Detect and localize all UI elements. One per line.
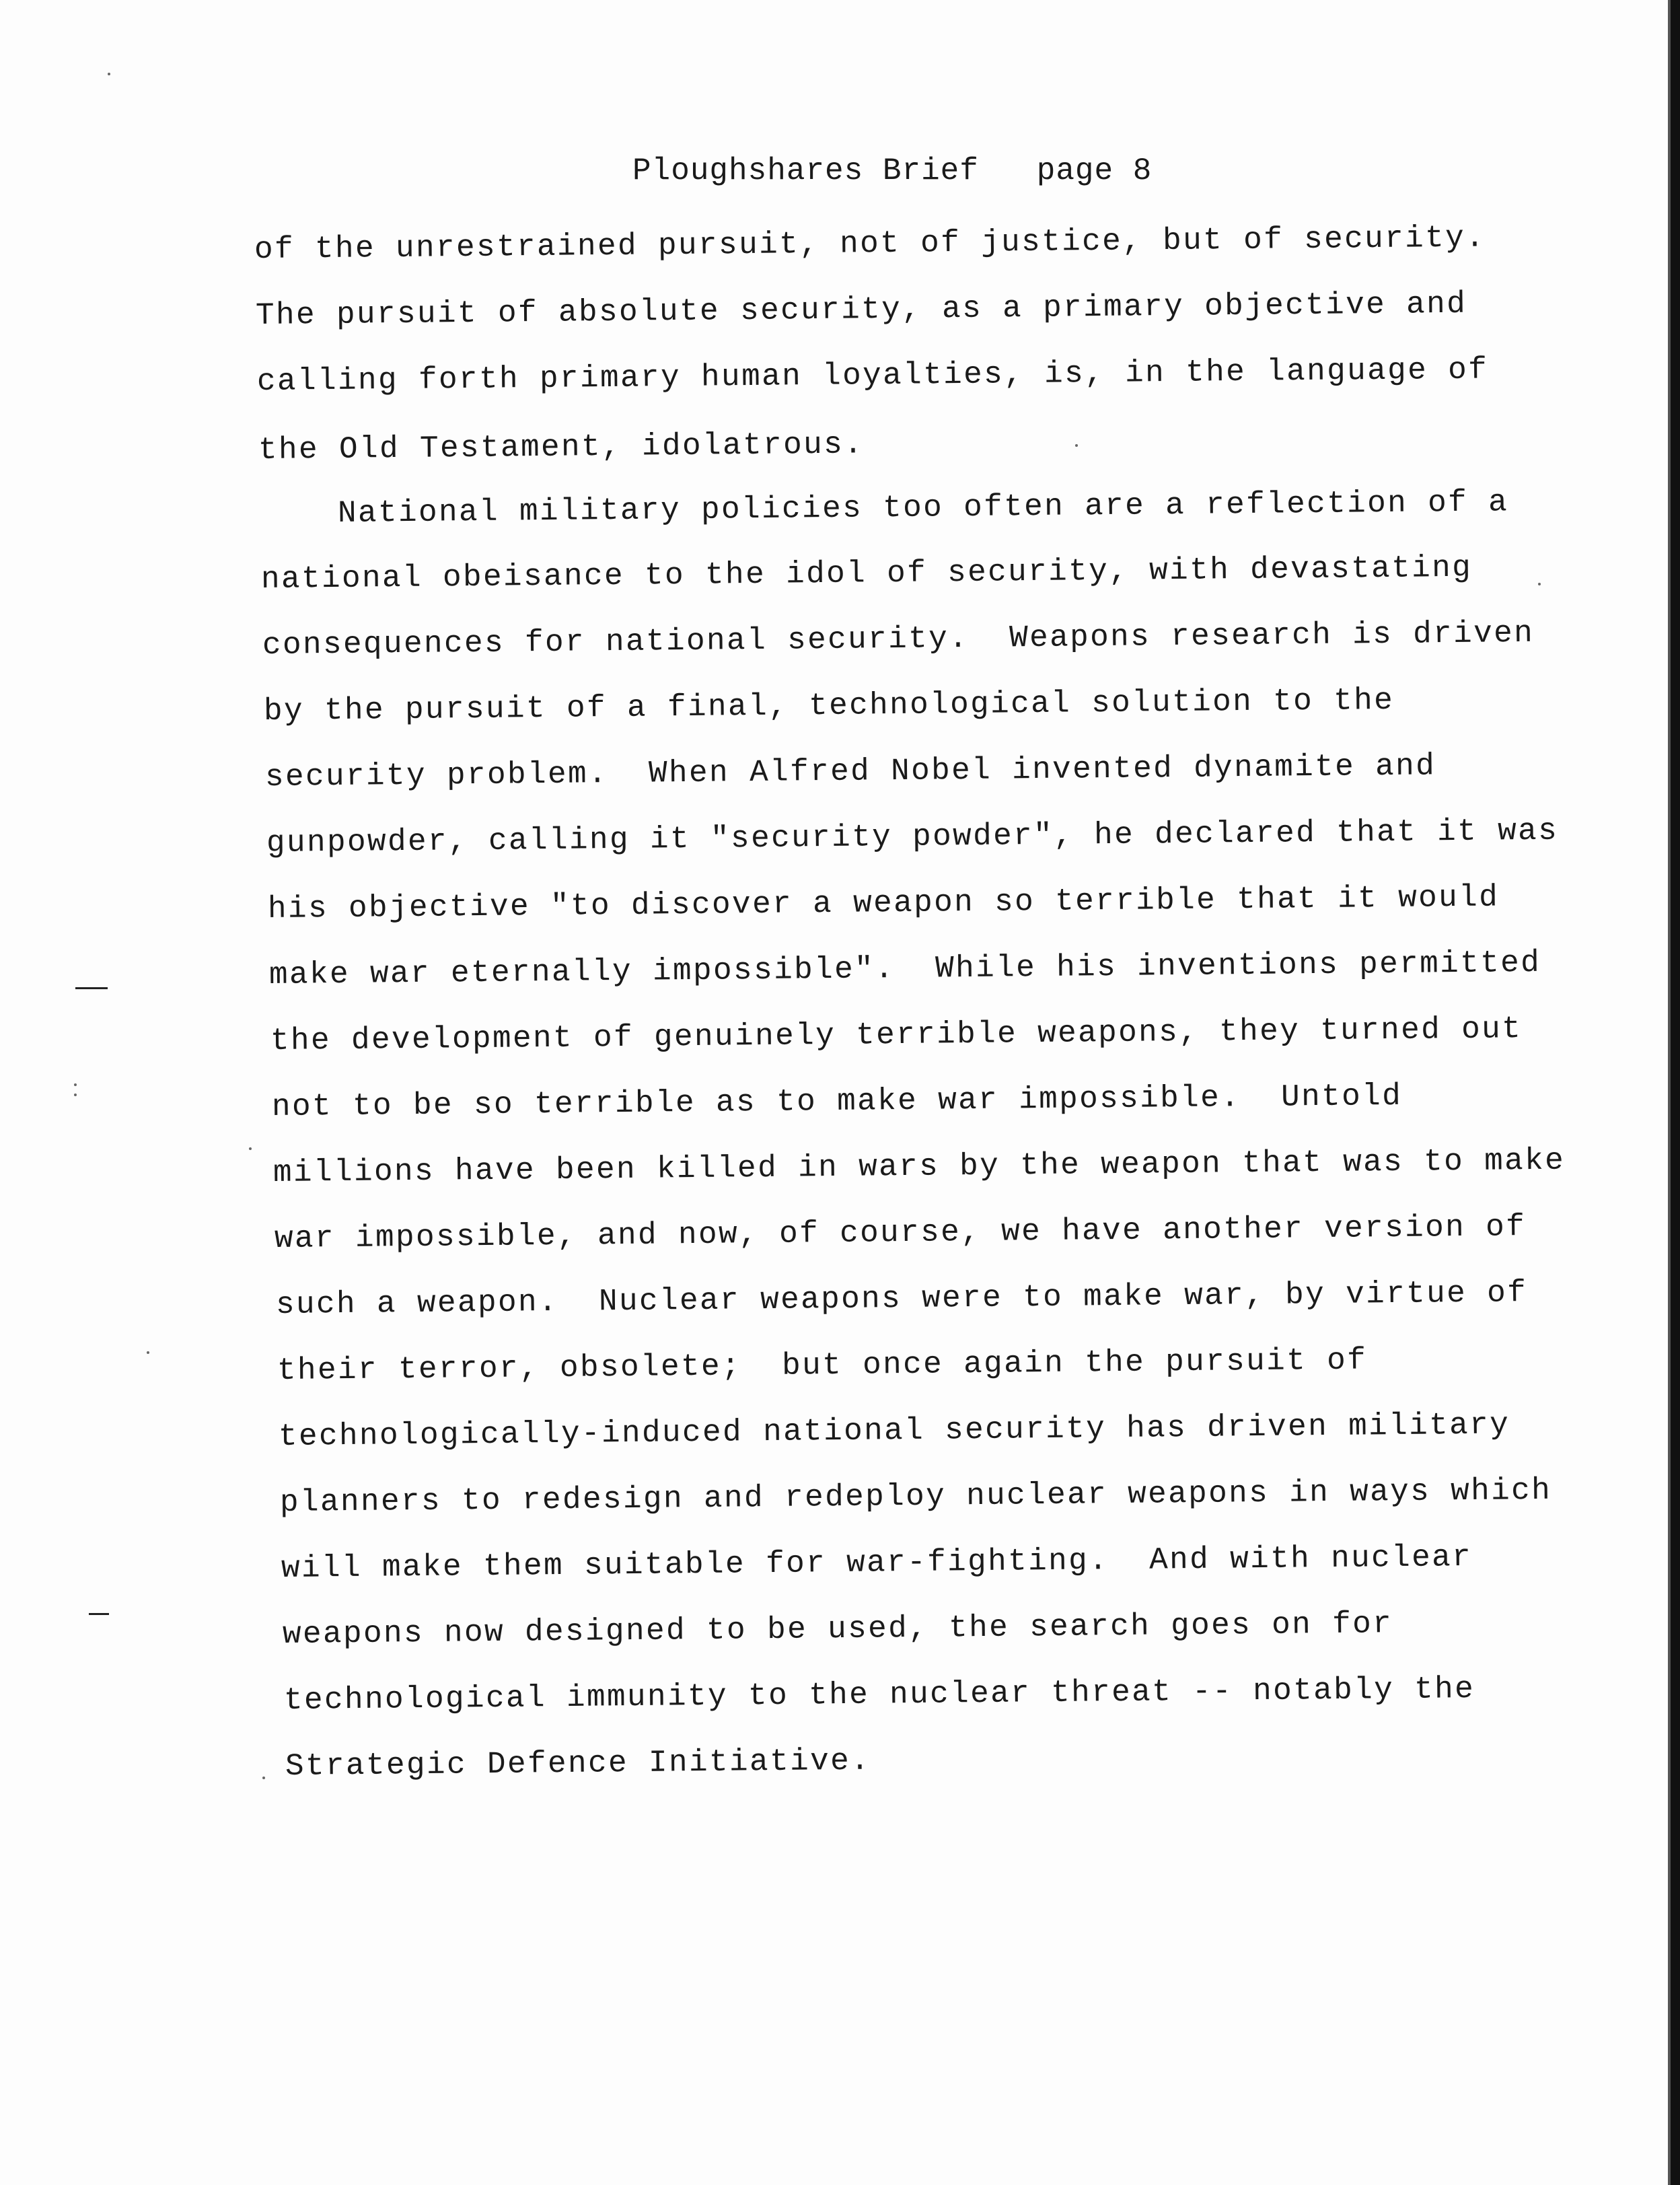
body-line: millions have been killed in wars by the weapon that was to make [272,1143,1566,1190]
body-line: his objective "to discover a weapon so terrible that it would [267,880,1500,927]
scan-speck [74,1094,77,1096]
scan-speck [147,1351,149,1354]
scan-speck [1538,583,1541,585]
body-line: technologically-induced national security has driven military [278,1407,1510,1454]
body-line: war impossible, and now, of course, we have another version of [274,1209,1527,1256]
body-line: of the unrestrained pursuit, not of justice, but of security. [254,220,1486,267]
body-line: calling forth primary human loyalties, is, in the language of [256,352,1489,399]
scan-speck [262,1777,265,1779]
header-page-number: page 8 [1036,153,1153,188]
body-line: such a weapon. Nuclear weapons were to make war, by virtue of [275,1275,1528,1322]
body-line: The pursuit of absolute security, as a primary objective and [255,286,1467,333]
body-line: the Old Testament, idolatrous. [258,427,865,468]
scan-speck [249,1147,252,1150]
body-line: planners to redesign and redeploy nuclear weapons in ways which [279,1472,1552,1520]
body-line: National military policies too often are a reflection of a [337,485,1509,531]
scan-speck [74,1083,77,1086]
body-line: gunpowder, calling it "security powder", he declared that it was [266,813,1559,861]
body-line: Strategic Defence Initiative. [285,1743,871,1784]
body-line: will make them suitable for war-fighting. And with nuclear [281,1540,1473,1586]
margin-mark [75,987,108,989]
body-line: technological immunity to the nuclear threat -- notably the [283,1672,1475,1718]
body-line: not to be so terrible as to make war impossible. Untold [271,1078,1403,1124]
margin-mark [89,1613,109,1615]
scan-edge [1671,0,1680,2185]
body-line: national obeisance to the idol of security, with devastating [260,550,1473,597]
header-title: Ploughshares Brief [632,153,979,188]
body-line: by the pursuit of a final, technological solution to the [263,682,1395,729]
scan-speck [1075,444,1078,447]
scan-speck [108,73,110,75]
body-line: the development of genuinely terrible weapons, they turned out [270,1011,1523,1059]
body-line: make war eternally impossible". While his inventions permitted [268,945,1541,993]
body-line: weapons now designed to be used, the search goes on for [282,1606,1393,1652]
page-header [632,153,1152,188]
body-line: their terror, obsolete; but once again the pursuit of [277,1342,1368,1388]
body-line: consequences for national security. Weapons research is driven [262,615,1535,663]
body-line: security problem. When Alfred Nobel invented dynamite and [264,748,1436,795]
